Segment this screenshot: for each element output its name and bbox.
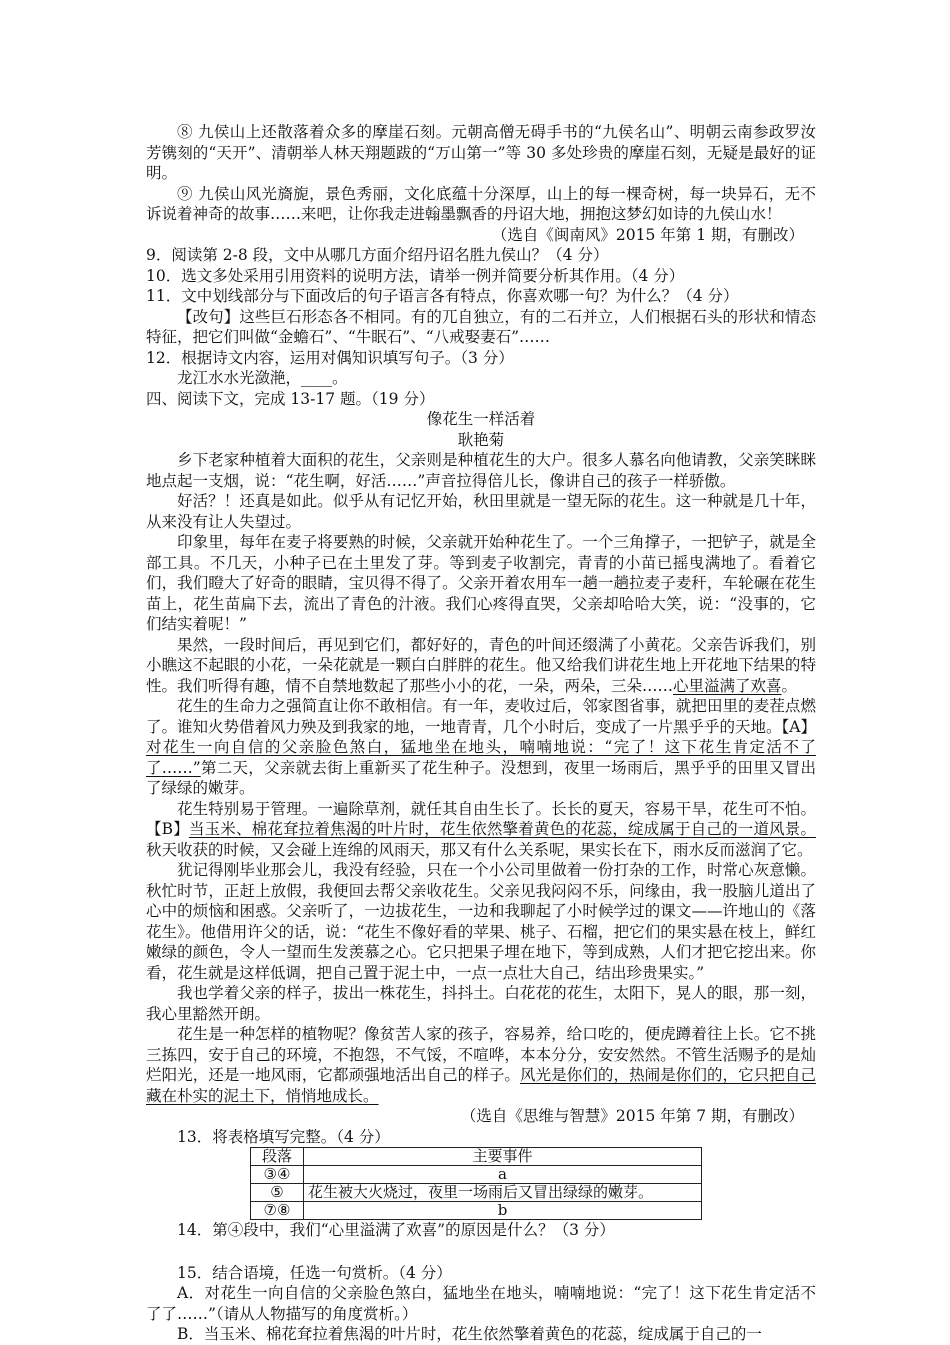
essay-paragraph-1: 乡下老家种植着大面积的花生，父亲则是种植花生的大户。很多人慕名向他请教，父亲笑眯眯地点起一支烟，说：“花生啊，好活……”声音拉得倍儿长，像讲自己的孩子一样骄傲。 <box>146 451 816 490</box>
essay-paragraph-2: 好活？！还真是如此。似乎从有记忆开始，秋田里就是一望无际的花生。这一种就是几十年，从来没有让人失望过。 <box>146 492 816 531</box>
question-11-revised-sentence: 【改句】这些巨石形态各不相同。有的兀自独立，有的二石并立，人们根据石头的形状和情态特征，把它们叫做“金蟾石”、“牛眠石”、“八戒娶妻石”…… <box>146 307 816 346</box>
essay-title: 像花生一样活着 <box>426 410 536 428</box>
paragraph-text: 第二天，父亲就去街上重新买了花生种子。没想到，夜里一场雨后，黑乎乎的田里又冒出了绿绿的嫩芽。 <box>146 758 816 797</box>
cell-paragraph: ③④ <box>251 1166 304 1184</box>
paragraph-text: 花生特别易于管理。一遍除草剂，就任其自由生长了。长长的夏天，容易干旱，花生可不怕。【B】 <box>146 799 816 838</box>
essay-paragraph-9 <box>146 1024 816 1106</box>
underlined-sentence: 风光是你们的，热闹是你们的，它只把自己藏在朴实的泥土下，悄悄地成长。 <box>146 1066 816 1105</box>
question-11: 11．文中划线部分与下面改后的句子语言各有特点，你喜欢哪一句？为什么？（4 分） <box>146 287 739 305</box>
question-15-option-a: A．对花生一向自信的父亲脸色煞白，猛地坐在地头，喃喃地说：“完了！这下花生肯定活不了了……”（请从人物描写的角度赏析。） <box>146 1284 816 1323</box>
question-12: 12．根据诗文内容，运用对偶知识填写句子。（3 分） <box>146 348 514 367</box>
paragraph-text: 秋天收获的时候，又会碰上连绵的风雨天，那又有什么关系呢，果实长在下，雨水反而滋润了它。 <box>146 840 813 859</box>
question-14: 14．第④段中，我们“心里溢满了欢喜”的原因是什么？（3 分） <box>177 1221 615 1239</box>
paragraph-text: 。 <box>781 676 798 695</box>
question-13: 13．将表格填写完整。（4 分） <box>177 1127 390 1146</box>
cell-event: 花生被大火烧过，夜里一场雨后又冒出绿绿的嫩芽。 <box>304 1184 702 1202</box>
question-9: 9．阅读第 2-8 段，文中从哪几方面介绍丹诏名胜九侯山？（4 分） <box>146 246 609 264</box>
essay-source: （选自《思维与智慧》2015 年第 7 期，有删改） <box>460 1107 804 1125</box>
underlined-sentence-b: 当玉米、棉花耷拉着焦渴的叶片时，花生依然擎着黄色的花蕊，绽成属于自己的一道风景。 <box>188 820 816 838</box>
cell-paragraph: ⑤ <box>251 1184 304 1202</box>
question-15: 15．结合语境，任选一句赏析。（4 分） <box>177 1263 452 1282</box>
section-heading: 四、阅读下文，完成 13-17 题。（19 分） <box>146 389 435 408</box>
cell-event-blank-a[interactable]: a <box>304 1166 702 1184</box>
essay-paragraph-8: 我也学着父亲的样子，拔出一株花生，抖抖土。白花花的花生，太阳下，晃人的眼，那一刻，我心里豁然开朗。 <box>146 984 816 1023</box>
paragraph-text: 果然，一段时间后，再见到它们，都好好的，青色的叶间还缀满了小黄花。父亲告诉我们，别小瞧这不起眼的小花，一朵花就是一颗白白胖胖的花生。他又给我们讲花生地上开花地下结果的特性。我们听得有趣，情不自禁地数起了那些小小的花，一朵，两朵，三朵…… <box>146 635 816 695</box>
paragraph-text: 花生是一种怎样的植物呢？像贫苦人家的孩子，容易养，给口吃的，便虎蹲着往上长。它不挑三拣四，安于自己的环境，不抱怨，不气馁，不喧哗，本本分分，安安然然。不管生活赐予的是灿烂阳光，还是一地风雨，它都顽强地活出自己的样子。 <box>146 1025 816 1084</box>
passage-paragraph-9: ⑨ 九侯山风光旖旎，景色秀丽，文化底蕴十分深厚，山上的每一棵奇树，每一块异石，无不诉说着神奇的故事……来吧，让你我走进翰墨飘香的丹诏大地，拥抱这梦幻如诗的九侯山水！ <box>146 184 816 223</box>
question-12-blank-line: 龙江水水光潋滟，____。 <box>177 369 348 387</box>
answer-space <box>146 1241 816 1263</box>
header-main-event: 主要事件 <box>304 1148 702 1166</box>
paragraph-text: 花生的生命力之强简直让你不敢相信。有一年，麦收过后，邻家图省事，就把田里的麦茬点燃了。谁知火势借着风力殃及到我家的地，一地青青，几个小时后，变成了一片黑乎乎的天地。【A】 <box>146 697 816 736</box>
essay-author: 耿艳菊 <box>457 430 505 449</box>
events-table <box>250 1147 702 1220</box>
cell-event-blank-b[interactable]: b <box>304 1202 702 1220</box>
table-header-row <box>251 1148 702 1166</box>
table-row <box>251 1166 702 1184</box>
underlined-sentence-a: 对花生一向自信的父亲脸色煞白，猛地坐在地头，喃喃地说：“完了！这下花生肯定活不了了……” <box>146 738 816 777</box>
essay-paragraph-7: 犹记得刚毕业那会儿，我没有经验，只在一个小公司里做着一份打杂的工作，时常心灰意懒。秋忙时节，正赶上放假，我便回去帮父亲收花生。父亲见我闷闷不乐，问缘由，我一股脑儿道出了心中的烦恼和困惑。父亲听了，一边拔花生，一边和我聊起了小时候学过的课文——许地山的《落花生》。他借用许父的话，说：“花生不像好看的苹果、桃子、石榴，把它们的果实悬在枝上，鲜红嫩绿的颜色，令人一望而生发羡慕之心。它只把果子埋在地下，等到成熟，人们才把它挖出来。你看，花生就是这样低调，把自己置于泥土中，一点一点壮大自己，结出珍贵果实。” <box>146 861 816 982</box>
cell-paragraph: ⑦⑧ <box>251 1202 304 1220</box>
table-row <box>251 1202 702 1220</box>
passage-source: （选自《闽南风》2015 年第 1 期，有删改） <box>491 225 804 244</box>
essay-paragraph-3: 印象里，每年在麦子将要熟的时候，父亲就开始种花生了。一个三角撑子，一把铲子，就是全部工具。不几天，小种子已在土里发了芽。等到麦子收割完，青青的小苗已摇曳满地了。看着它们，我们瞪大了好奇的眼睛，宝贝得不得了。父亲开着农用车一趟一趟拉麦子麦秆，车轮碾在花生苗上，花生苗扁下去，流出了青色的汁液。我们心疼得直哭，父亲却哈哈大笑，说：“没事的，它们结实着呢！” <box>146 533 816 633</box>
question-10: 10．选文多处采用引用资料的说明方法，请举一例并简要分析其作用。（4 分） <box>146 266 685 285</box>
table-row <box>251 1184 702 1202</box>
passage-paragraph-8: ⑧ 九侯山上还散落着众多的摩崖石刻。元朝高僧无碍手书的“九侯名山”、明朝云南参政罗汝芳镌刻的“天开”、清朝举人林天翔题跋的“万山第一”等 30 多处珍贵的摩崖石刻，无疑是最好的证明。 <box>146 123 816 182</box>
essay-paragraph-6 <box>146 799 816 861</box>
underlined-sentence: 心里溢满了欢喜 <box>673 676 782 695</box>
header-paragraph: 段落 <box>251 1148 304 1166</box>
question-15-option-b: B．当玉米、棉花耷拉着焦渴的叶片时，花生依然擎着黄色的花蕊，绽成属于自己的一 <box>177 1325 762 1343</box>
essay-paragraph-5 <box>146 696 816 799</box>
exam-page <box>146 122 816 1345</box>
essay-paragraph-4 <box>146 635 816 697</box>
